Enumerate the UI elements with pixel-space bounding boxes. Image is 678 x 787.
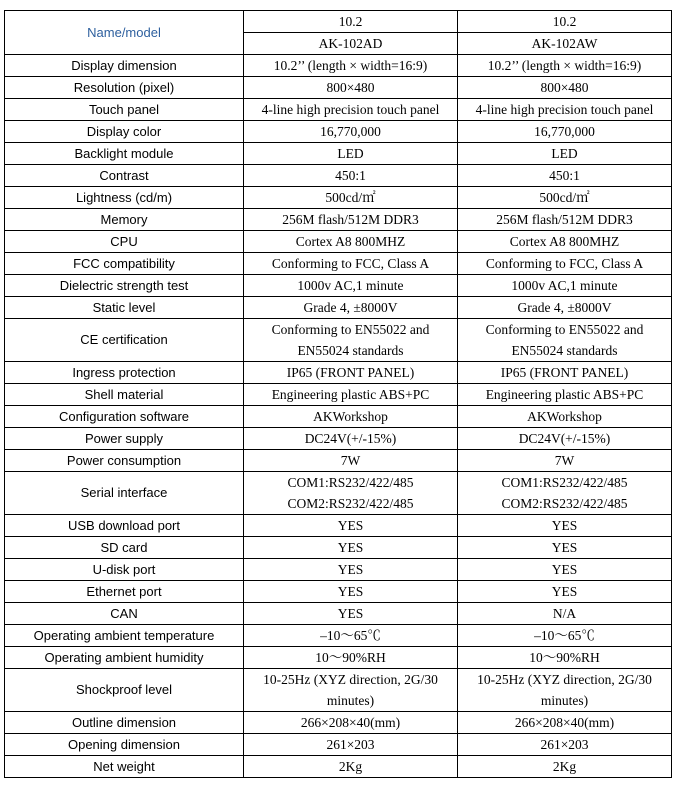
spec-label: Display dimension	[5, 55, 244, 77]
spec-value: Conforming to FCC, Class A	[244, 253, 458, 275]
spec-label: Resolution (pixel)	[5, 77, 244, 99]
spec-value: AKWorkshop	[244, 406, 458, 428]
spec-row	[5, 428, 672, 450]
spec-row	[5, 253, 672, 275]
spec-value: 10-25Hz (XYZ direction, 2G/30 minutes)	[458, 669, 672, 712]
spec-row	[5, 187, 672, 209]
spec-label: Operating ambient temperature	[5, 625, 244, 647]
spec-label: CE certification	[5, 319, 244, 362]
spec-table	[4, 10, 672, 778]
spec-label: Contrast	[5, 165, 244, 187]
spec-row	[5, 712, 672, 734]
spec-value: Conforming to FCC, Class A	[458, 253, 672, 275]
spec-row	[5, 756, 672, 778]
spec-label: Net weight	[5, 756, 244, 778]
spec-value: YES	[458, 581, 672, 603]
spec-value: AKWorkshop	[458, 406, 672, 428]
spec-label: Power consumption	[5, 450, 244, 472]
spec-row	[5, 297, 672, 319]
spec-label: Outline dimension	[5, 712, 244, 734]
spec-label: Dielectric strength test	[5, 275, 244, 297]
spec-value: YES	[244, 581, 458, 603]
spec-row	[5, 231, 672, 253]
model-name-cell: AK-102AW	[458, 33, 672, 55]
name-model-header: Name/model	[5, 11, 244, 55]
spec-label: USB download port	[5, 515, 244, 537]
spec-row	[5, 406, 672, 428]
spec-value: –10～65℃	[244, 625, 458, 647]
spec-row	[5, 515, 672, 537]
spec-value: Cortex A8 800MHZ	[458, 231, 672, 253]
spec-value: 2Kg	[458, 756, 672, 778]
spec-row	[5, 472, 672, 515]
spec-label: Display color	[5, 121, 244, 143]
spec-row	[5, 121, 672, 143]
spec-value: IP65 (FRONT PANEL)	[244, 362, 458, 384]
spec-value: 450:1	[458, 165, 672, 187]
spec-label: Static level	[5, 297, 244, 319]
spec-label: Ingress protection	[5, 362, 244, 384]
spec-value: YES	[244, 515, 458, 537]
spec-label: Shell material	[5, 384, 244, 406]
spec-label: Lightness (cd/m)	[5, 187, 244, 209]
spec-value: DC24V(+/-15%)	[458, 428, 672, 450]
spec-row	[5, 734, 672, 756]
spec-value: DC24V(+/-15%)	[244, 428, 458, 450]
model-size-cell: 10.2	[458, 11, 672, 33]
model-size-cell: 10.2	[244, 11, 458, 33]
spec-value: 10～90%RH	[458, 647, 672, 669]
spec-value: 256M flash/512M DDR3	[458, 209, 672, 231]
model-name-cell: AK-102AD	[244, 33, 458, 55]
spec-value: YES	[244, 559, 458, 581]
spec-row	[5, 581, 672, 603]
header-row-size	[5, 11, 672, 33]
spec-value: YES	[458, 559, 672, 581]
spec-value: COM1:RS232/422/485 COM2:RS232/422/485	[458, 472, 672, 515]
spec-label: Power supply	[5, 428, 244, 450]
spec-value: IP65 (FRONT PANEL)	[458, 362, 672, 384]
spec-value: 16,770,000	[458, 121, 672, 143]
spec-row	[5, 55, 672, 77]
spec-row	[5, 384, 672, 406]
spec-value: Engineering plastic ABS+PC	[244, 384, 458, 406]
spec-row	[5, 209, 672, 231]
spec-row	[5, 450, 672, 472]
spec-value: 256M flash/512M DDR3	[244, 209, 458, 231]
spec-label: FCC compatibility	[5, 253, 244, 275]
spec-value: 10-25Hz (XYZ direction, 2G/30 minutes)	[244, 669, 458, 712]
spec-row	[5, 647, 672, 669]
spec-value: Conforming to EN55022 and EN55024 standards	[458, 319, 672, 362]
spec-label: Ethernet port	[5, 581, 244, 603]
spec-value: Grade 4, ±8000V	[458, 297, 672, 319]
spec-value: Conforming to EN55022 and EN55024 standards	[244, 319, 458, 362]
spec-value: 7W	[458, 450, 672, 472]
spec-row	[5, 362, 672, 384]
spec-label: Memory	[5, 209, 244, 231]
spec-label: Shockproof level	[5, 669, 244, 712]
spec-value: 266×208×40(mm)	[244, 712, 458, 734]
spec-value: N/A	[458, 603, 672, 625]
spec-value: YES	[458, 515, 672, 537]
spec-value: LED	[458, 143, 672, 165]
spec-value: Cortex A8 800MHZ	[244, 231, 458, 253]
spec-value: 1000v AC,1 minute	[458, 275, 672, 297]
spec-value: 2Kg	[244, 756, 458, 778]
spec-label: Configuration software	[5, 406, 244, 428]
spec-label: Backlight module	[5, 143, 244, 165]
spec-value: 261×203	[244, 734, 458, 756]
spec-label: CPU	[5, 231, 244, 253]
spec-value: 800×480	[244, 77, 458, 99]
spec-value: 261×203	[458, 734, 672, 756]
spec-row	[5, 537, 672, 559]
spec-value: LED	[244, 143, 458, 165]
spec-value: 450:1	[244, 165, 458, 187]
spec-value: 10.2’’ (length × width=16:9)	[458, 55, 672, 77]
spec-row	[5, 275, 672, 297]
spec-value: 4-line high precision touch panel	[244, 99, 458, 121]
spec-value: 4-line high precision touch panel	[458, 99, 672, 121]
spec-label: Touch panel	[5, 99, 244, 121]
spec-row	[5, 143, 672, 165]
spec-value: 7W	[244, 450, 458, 472]
spec-row	[5, 625, 672, 647]
spec-row	[5, 603, 672, 625]
spec-value: COM1:RS232/422/485 COM2:RS232/422/485	[244, 472, 458, 515]
spec-label: SD card	[5, 537, 244, 559]
spec-value: Engineering plastic ABS+PC	[458, 384, 672, 406]
spec-value: Grade 4, ±8000V	[244, 297, 458, 319]
spec-row	[5, 77, 672, 99]
spec-row	[5, 165, 672, 187]
spec-label: U-disk port	[5, 559, 244, 581]
spec-row	[5, 319, 672, 362]
spec-row	[5, 669, 672, 712]
spec-row	[5, 99, 672, 121]
spec-label: CAN	[5, 603, 244, 625]
spec-value: 500cd/㎡	[244, 187, 458, 209]
spec-value: 266×208×40(mm)	[458, 712, 672, 734]
spec-label: Serial interface	[5, 472, 244, 515]
spec-label: Opening dimension	[5, 734, 244, 756]
spec-value: YES	[244, 537, 458, 559]
spec-value: 500cd/㎡	[458, 187, 672, 209]
spec-row	[5, 559, 672, 581]
spec-value: YES	[458, 537, 672, 559]
spec-label: Operating ambient humidity	[5, 647, 244, 669]
spec-value: –10～65℃	[458, 625, 672, 647]
spec-value: YES	[244, 603, 458, 625]
spec-value: 10～90%RH	[244, 647, 458, 669]
spec-value: 16,770,000	[244, 121, 458, 143]
spec-value: 1000v AC,1 minute	[244, 275, 458, 297]
spec-value: 800×480	[458, 77, 672, 99]
spec-value: 10.2’’ (length × width=16:9)	[244, 55, 458, 77]
